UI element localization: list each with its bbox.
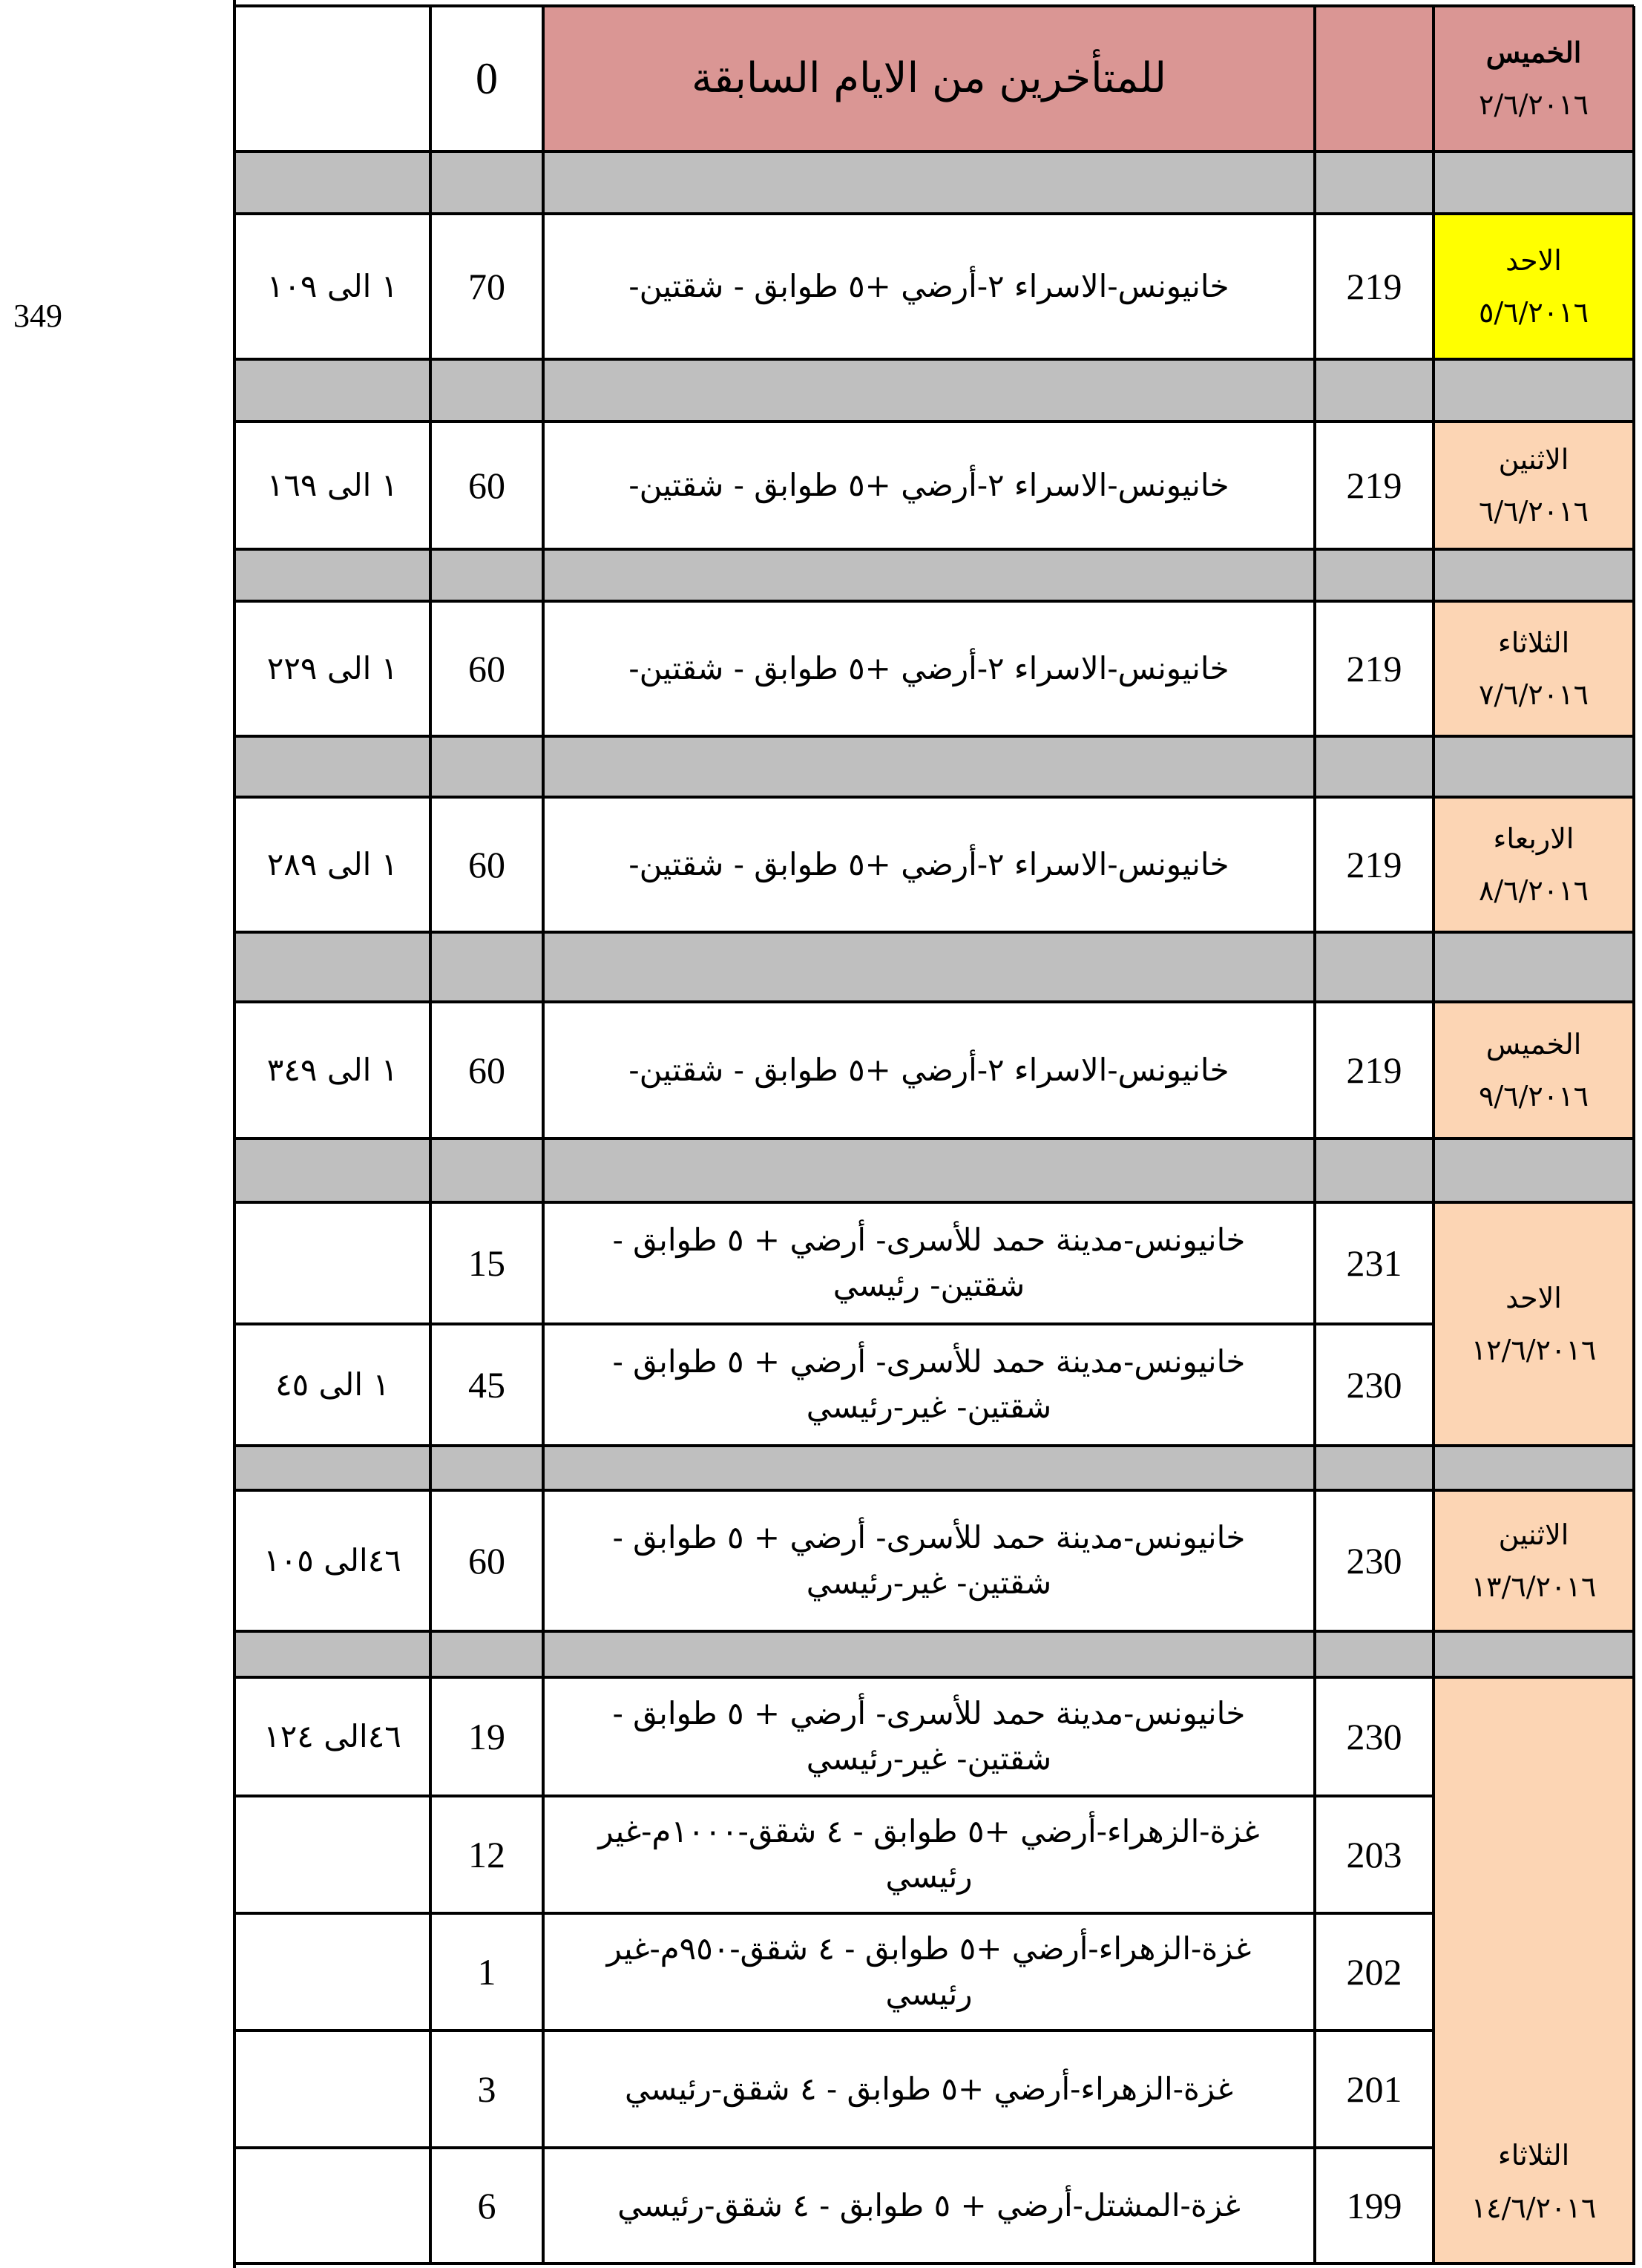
description-value: خانيونس-الاسراء ٢-أرضي +٥ طوابق - شقتين-	[628, 845, 1229, 882]
range-value: ١ الى ٤٥	[275, 1366, 390, 1403]
count-cell	[430, 1677, 543, 1796]
day-date: ٨/٦/٢٠١٦	[1478, 874, 1589, 907]
range-cell	[234, 1324, 430, 1446]
count-value: 12	[468, 1834, 505, 1875]
day-name: الثلاثاء	[1497, 2139, 1570, 2172]
row-border	[234, 1000, 1634, 1003]
range-value: ٤٦الى ١٢٤	[263, 1717, 401, 1754]
count-value: 19	[468, 1716, 505, 1757]
count-value: 60	[468, 844, 505, 885]
day-cell	[1434, 214, 1634, 359]
row-border	[234, 1137, 1634, 1140]
day-date: ١٢/٦/٢٠١٦	[1471, 1334, 1597, 1366]
code-cell	[1315, 1324, 1434, 1446]
description-cell	[543, 1490, 1315, 1631]
count-cell	[430, 601, 543, 736]
description-cell	[543, 1796, 1315, 1913]
range-value: ١ الى ٢٢٩	[266, 649, 398, 686]
separator-band-day	[1434, 1446, 1634, 1490]
day-cell	[1434, 601, 1634, 736]
count-cell	[430, 1913, 543, 2031]
description-cell	[543, 2031, 1315, 2148]
count-value: 60	[468, 648, 505, 689]
count-cell	[430, 2148, 543, 2264]
range-cell	[234, 214, 430, 359]
range-value: ١ الى ٢٨٩	[266, 845, 398, 882]
description-value: خانيونس-الاسراء ٢-أرضي +٥ طوابق - شقتين-	[628, 466, 1229, 503]
description-value: خانيونس-الاسراء ٢-أرضي +٥ طوابق - شقتين-	[628, 267, 1229, 304]
range-cell	[234, 422, 430, 549]
header-day-cell	[1434, 6, 1634, 151]
row-border	[234, 212, 1634, 215]
description-cell	[543, 2148, 1315, 2264]
range-cell	[234, 601, 430, 736]
description-value: غزة-المشتل-أرضي + ٥ طوابق - ٤ شقق-رئيسي	[617, 2186, 1241, 2223]
separator-band	[234, 549, 1434, 601]
code-value: 219	[1346, 465, 1402, 506]
header-count: 0	[476, 53, 498, 103]
separator-band	[234, 736, 1434, 797]
header-range-cell	[234, 6, 430, 151]
description-value: خانيونس-مدينة حمد للأسرى- أرضي + ٥ طوابق - شقتين- غير-رئيسي	[612, 1519, 1246, 1601]
code-value: 219	[1346, 266, 1402, 307]
description-value: خانيونس-مدينة حمد للأسرى- أرضي + ٥ طوابق - شقتين- غير-رئيسي	[612, 1343, 1246, 1425]
day-cell	[1434, 797, 1634, 932]
separator-band-day	[1434, 359, 1634, 422]
code-cell	[1315, 1796, 1434, 1913]
row-border	[234, 2029, 1434, 2032]
row-border	[234, 735, 1634, 738]
separator-band-day	[1434, 549, 1634, 601]
left-border	[233, 0, 236, 2268]
row-border	[234, 1676, 1634, 1679]
code-cell	[1315, 422, 1434, 549]
separator-band	[234, 932, 1434, 1002]
code-cell	[1315, 2148, 1434, 2264]
separator-band-day	[1434, 1631, 1634, 1677]
code-value: 231	[1346, 1242, 1402, 1284]
day-cell	[1434, 1490, 1634, 1631]
row-border	[234, 1201, 1634, 1204]
row-border	[234, 1795, 1434, 1797]
header-description: للمتأخرين من الايام السابقة	[691, 54, 1167, 103]
description-cell	[543, 1202, 1315, 1324]
header-code-cell	[1315, 6, 1434, 151]
row-border	[234, 420, 1634, 423]
count-value: 45	[468, 1364, 505, 1406]
range-value: ٤٦الى ١٠٥	[263, 1541, 401, 1579]
column-border	[542, 6, 545, 2265]
column-border	[1313, 6, 1316, 2265]
day-cell	[1434, 422, 1634, 549]
separator-band	[234, 151, 1434, 214]
description-cell	[543, 1913, 1315, 2031]
column-border	[429, 6, 432, 2265]
row-border	[234, 931, 1634, 934]
range-cell	[234, 797, 430, 932]
row-border	[234, 150, 1634, 153]
row-border	[234, 796, 1634, 799]
range-value: ١ الى ٣٤٩	[266, 1051, 398, 1088]
separator-band-day	[1434, 932, 1634, 1002]
separator-band-day	[1434, 151, 1634, 214]
range-cell	[234, 1202, 430, 1324]
row-border	[234, 2146, 1434, 2149]
count-cell	[430, 214, 543, 359]
row-border	[234, 358, 1634, 361]
day-name: الاثنين	[1498, 1518, 1569, 1551]
count-cell	[430, 1490, 543, 1631]
day-name: الخميس	[1485, 1027, 1582, 1061]
count-value: 15	[468, 1242, 505, 1284]
range-cell	[234, 1796, 430, 1913]
count-cell	[430, 2031, 543, 2148]
code-value: 230	[1346, 1716, 1402, 1757]
count-value: 6	[477, 2185, 496, 2226]
count-cell	[430, 1202, 543, 1324]
code-cell	[1315, 1913, 1434, 2031]
day-name: الاثنين	[1498, 442, 1569, 476]
range-value: ١ الى ١٠٩	[266, 267, 398, 304]
description-cell	[543, 214, 1315, 359]
table-top-border	[234, 4, 1634, 7]
day-date: ٦/٦/٢٠١٦	[1478, 495, 1589, 528]
code-cell	[1315, 1002, 1434, 1138]
range-value: ١ الى ١٦٩	[266, 466, 398, 503]
count-value: 70	[468, 266, 505, 307]
code-value: 219	[1346, 648, 1402, 689]
day-date: ١٤/٦/٢٠١٦	[1471, 2191, 1597, 2224]
row-border	[234, 1630, 1634, 1633]
day-date: ٥/٦/٢٠١٦	[1478, 296, 1589, 329]
separator-band-day	[1434, 1138, 1634, 1202]
code-value: 201	[1346, 2068, 1402, 2110]
separator-band-day	[1434, 736, 1634, 797]
code-cell	[1315, 214, 1434, 359]
description-value: خانيونس-مدينة حمد للأسرى- أرضي + ٥ طوابق - شقتين- غير-رئيسي	[612, 1695, 1246, 1777]
header-description-cell	[543, 6, 1315, 151]
description-cell	[543, 601, 1315, 736]
code-value: 203	[1346, 1834, 1402, 1875]
description-cell	[543, 1677, 1315, 1796]
description-value: خانيونس-الاسراء ٢-أرضي +٥ طوابق - شقتين-	[628, 1051, 1229, 1088]
day-name: الاحد	[1505, 243, 1562, 277]
description-value: غزة-الزهراء-أرضي +٥ طوابق - ٤ شقق-١٠٠٠م-غير رئيسي	[598, 1813, 1260, 1895]
separator-band	[234, 1446, 1434, 1490]
row-border	[234, 548, 1634, 551]
day-cell	[1434, 1202, 1634, 1446]
page-number: 349	[13, 298, 62, 334]
count-value: 3	[477, 2068, 496, 2110]
code-value: 219	[1346, 844, 1402, 885]
count-value: 1	[477, 1951, 496, 1993]
day-name: الاحد	[1505, 1281, 1562, 1314]
code-cell	[1315, 1677, 1434, 1796]
row-border	[234, 1323, 1434, 1325]
description-cell	[543, 797, 1315, 932]
range-cell	[234, 1002, 430, 1138]
code-cell	[1315, 1490, 1434, 1631]
code-value: 230	[1346, 1540, 1402, 1582]
row-border	[234, 1912, 1434, 1915]
header-day-name: الخميس	[1485, 35, 1582, 69]
right-border	[1632, 6, 1635, 2265]
code-value: 202	[1346, 1951, 1402, 1993]
row-border	[234, 1444, 1634, 1447]
range-cell	[234, 1677, 430, 1796]
row-border	[234, 600, 1634, 603]
row-border	[234, 1489, 1634, 1492]
header-date: ٢/٦/٢٠١٦	[1478, 88, 1589, 121]
description-value: غزة-الزهراء-أرضي +٥ طوابق - ٤ شقق-رئيسي	[624, 2070, 1234, 2107]
header-count-cell	[430, 6, 543, 151]
count-cell	[430, 797, 543, 932]
count-cell	[430, 1796, 543, 1913]
range-cell	[234, 2031, 430, 2148]
description-cell	[543, 422, 1315, 549]
row-border	[234, 2262, 1634, 2265]
description-value: خانيونس-الاسراء ٢-أرضي +٥ طوابق - شقتين-	[628, 649, 1229, 686]
description-cell	[543, 1324, 1315, 1446]
code-cell	[1315, 1202, 1434, 1324]
day-cell	[1434, 1677, 1634, 2264]
description-value: خانيونس-مدينة حمد للأسرى- أرضي + ٥ طوابق - شقتين- رئيسي	[612, 1222, 1246, 1303]
day-date: ١٣/٦/٢٠١٦	[1471, 1570, 1597, 1603]
separator-band	[234, 1631, 1434, 1677]
day-date: ٩/٦/٢٠١٦	[1478, 1080, 1589, 1112]
description-value: غزة-الزهراء-أرضي +٥ طوابق - ٤ شقق-٩٥٠م-غير رئيسي	[606, 1930, 1252, 2012]
day-date: ٧/٦/٢٠١٦	[1478, 678, 1589, 711]
count-cell	[430, 1002, 543, 1138]
range-cell	[234, 1913, 430, 2031]
day-cell	[1434, 1002, 1634, 1138]
code-cell	[1315, 797, 1434, 932]
count-value: 60	[468, 1540, 505, 1582]
separator-band	[234, 359, 1434, 422]
code-value: 199	[1346, 2185, 1402, 2226]
separator-band	[234, 1138, 1434, 1202]
count-cell	[430, 1324, 543, 1446]
code-cell	[1315, 601, 1434, 736]
description-cell	[543, 1002, 1315, 1138]
day-name: الثلاثاء	[1497, 626, 1570, 659]
range-cell	[234, 1490, 430, 1631]
day-name: الاربعاء	[1493, 822, 1574, 855]
range-cell	[234, 2148, 430, 2264]
column-border	[1432, 6, 1435, 2265]
code-value: 219	[1346, 1049, 1402, 1091]
count-value: 60	[468, 1049, 505, 1091]
count-value: 60	[468, 465, 505, 506]
code-value: 230	[1346, 1364, 1402, 1406]
count-cell	[430, 422, 543, 549]
code-cell	[1315, 2031, 1434, 2148]
